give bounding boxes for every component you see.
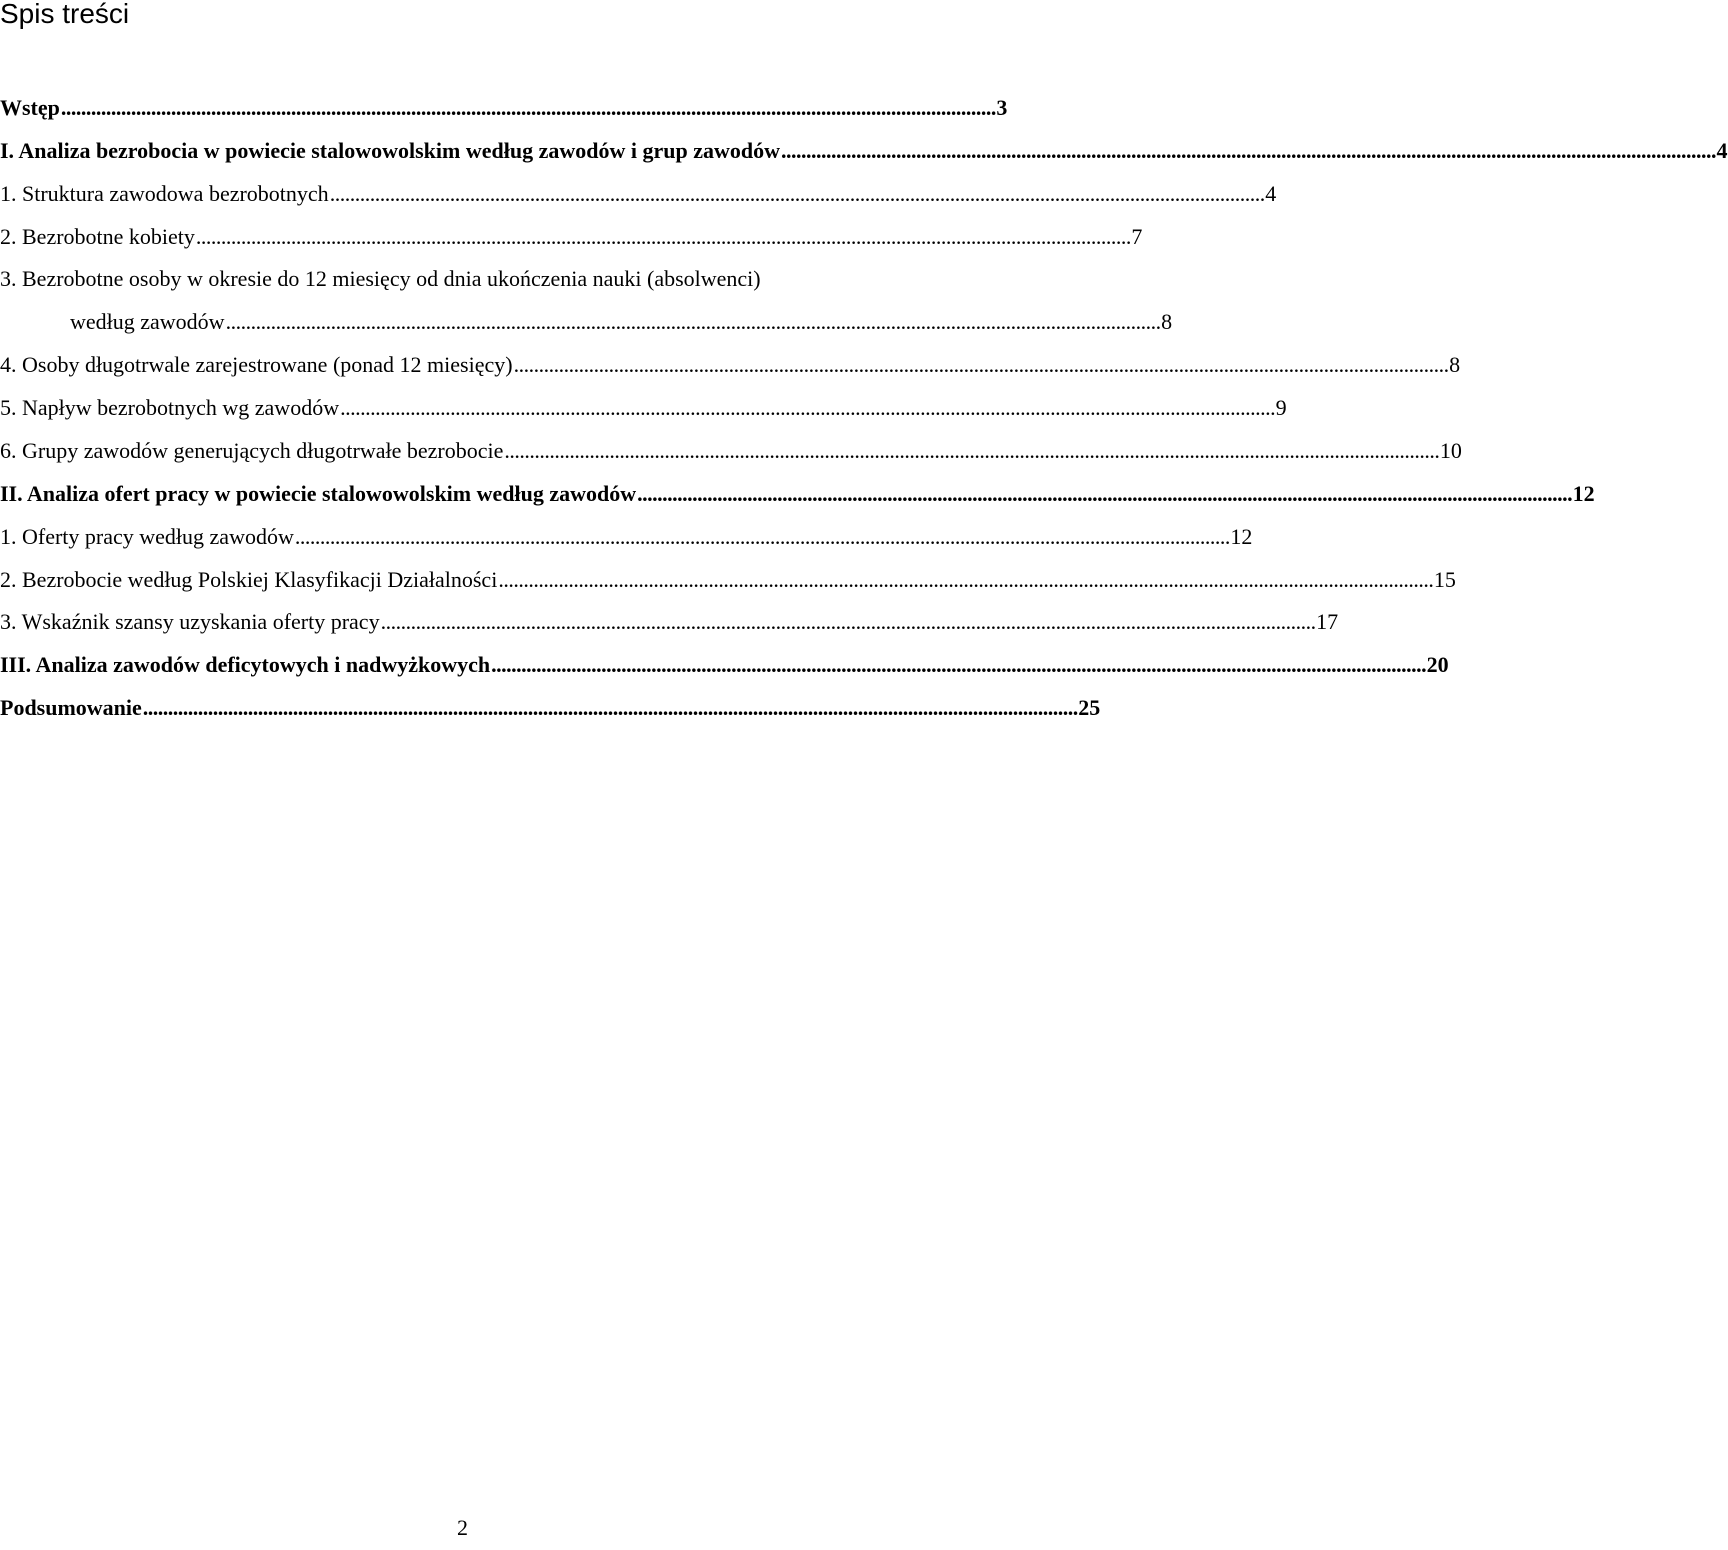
toc-entry-title: 1. Oferty pracy według zawodów: [0, 524, 294, 549]
toc-entry-title: 4. Osoby długotrwale zarejestrowane (ponad 12 miesięcy): [0, 352, 513, 377]
toc-entry-title: Podsumowanie: [0, 695, 142, 720]
dot-leader: [381, 606, 1314, 638]
toc-entry-page: 8: [1161, 309, 1173, 334]
toc-entry-2-2[interactable]: [0, 564, 1456, 596]
toc-entry-page: 15: [1433, 567, 1456, 592]
toc-entry-page: 20: [1426, 652, 1449, 677]
toc-entry-title: 5. Napływ bezrobotnych wg zawodów: [0, 395, 340, 420]
toc-entry-title: 1. Struktura zawodowa bezrobotnych: [0, 181, 329, 206]
toc-entry-page: 12: [1572, 481, 1595, 506]
dot-leader: [226, 306, 1159, 338]
toc-entry-title: 2. Bezrobocie według Polskiej Klasyfikacji Działalności: [0, 567, 498, 592]
dot-leader: [330, 178, 1263, 210]
toc-entry-page: 4: [1265, 181, 1277, 206]
toc-entry-title: Wstęp: [0, 95, 60, 120]
toc-entry-page: 25: [1078, 695, 1101, 720]
toc-entry-1-3-continuation[interactable]: [70, 306, 1173, 338]
toc-entry-page: 12: [1230, 524, 1253, 549]
toc-entry-wstep[interactable]: [0, 92, 1008, 124]
dot-leader: [637, 478, 1570, 510]
toc-entry-page: 7: [1131, 224, 1143, 249]
toc-entry-1-3[interactable]: [0, 263, 962, 295]
toc-entry-title-continuation: według zawodów: [70, 309, 225, 334]
toc-entry-page: 17: [1316, 609, 1339, 634]
toc-entry-title: 3. Wskaźnik szansy uzyskania oferty pracy: [0, 609, 380, 634]
dot-leader: [196, 221, 1129, 253]
toc-entry-title: III. Analiza zawodów deficytowych i nadwyżkowych: [0, 652, 491, 677]
toc-entry-2-1[interactable]: [0, 521, 1253, 553]
toc-entry-title: I. Analiza bezrobocia w powiecie stalowowolskim według zawodów i grup zawodów: [0, 138, 780, 163]
toc-entry-page: 3: [996, 95, 1008, 120]
dot-leader: [295, 521, 1228, 553]
dot-leader: [61, 92, 994, 124]
toc-entry-1-4[interactable]: [0, 349, 1461, 381]
toc-entry-page: 10: [1439, 438, 1462, 463]
toc-entry-title: II. Analiza ofert pracy w powiecie stalowowolskim według zawodów: [0, 481, 637, 506]
toc-entry-podsumowanie[interactable]: [0, 692, 1101, 724]
toc-entry-2-3[interactable]: [0, 606, 1339, 638]
toc-entry-1-5[interactable]: [0, 392, 1287, 424]
dot-leader: [143, 692, 1076, 724]
toc-entry-page: 4: [1716, 138, 1728, 163]
dot-leader: [491, 649, 1424, 681]
dot-leader: [514, 349, 1447, 381]
toc-entry-title: 6. Grupy zawodów generujących długotrwałe bezrobocie: [0, 438, 504, 463]
toc-entry-title: 3. Bezrobotne osoby w okresie do 12 miesięcy od dnia ukończenia nauki (absolwenci): [0, 266, 761, 291]
toc-entry-title: 2. Bezrobotne kobiety: [0, 224, 195, 249]
toc-entry-page: 8: [1449, 352, 1461, 377]
toc-entry-1-2[interactable]: [0, 221, 1143, 253]
toc-entry-1-1[interactable]: [0, 178, 1277, 210]
toc-entry-chapter-2[interactable]: [0, 478, 1595, 510]
toc-entry-1-6[interactable]: [0, 435, 1462, 467]
dot-leader: [498, 564, 1431, 596]
toc-heading: Spis treści: [0, 0, 130, 29]
toc-entry-chapter-1[interactable]: [0, 135, 1728, 167]
page-number: 2: [457, 1515, 468, 1540]
dot-leader: [504, 435, 1437, 467]
toc-entry-page: 9: [1275, 395, 1287, 420]
dot-leader: [781, 135, 1714, 167]
dot-leader: [340, 392, 1273, 424]
toc-entry-chapter-3[interactable]: [0, 649, 1449, 681]
